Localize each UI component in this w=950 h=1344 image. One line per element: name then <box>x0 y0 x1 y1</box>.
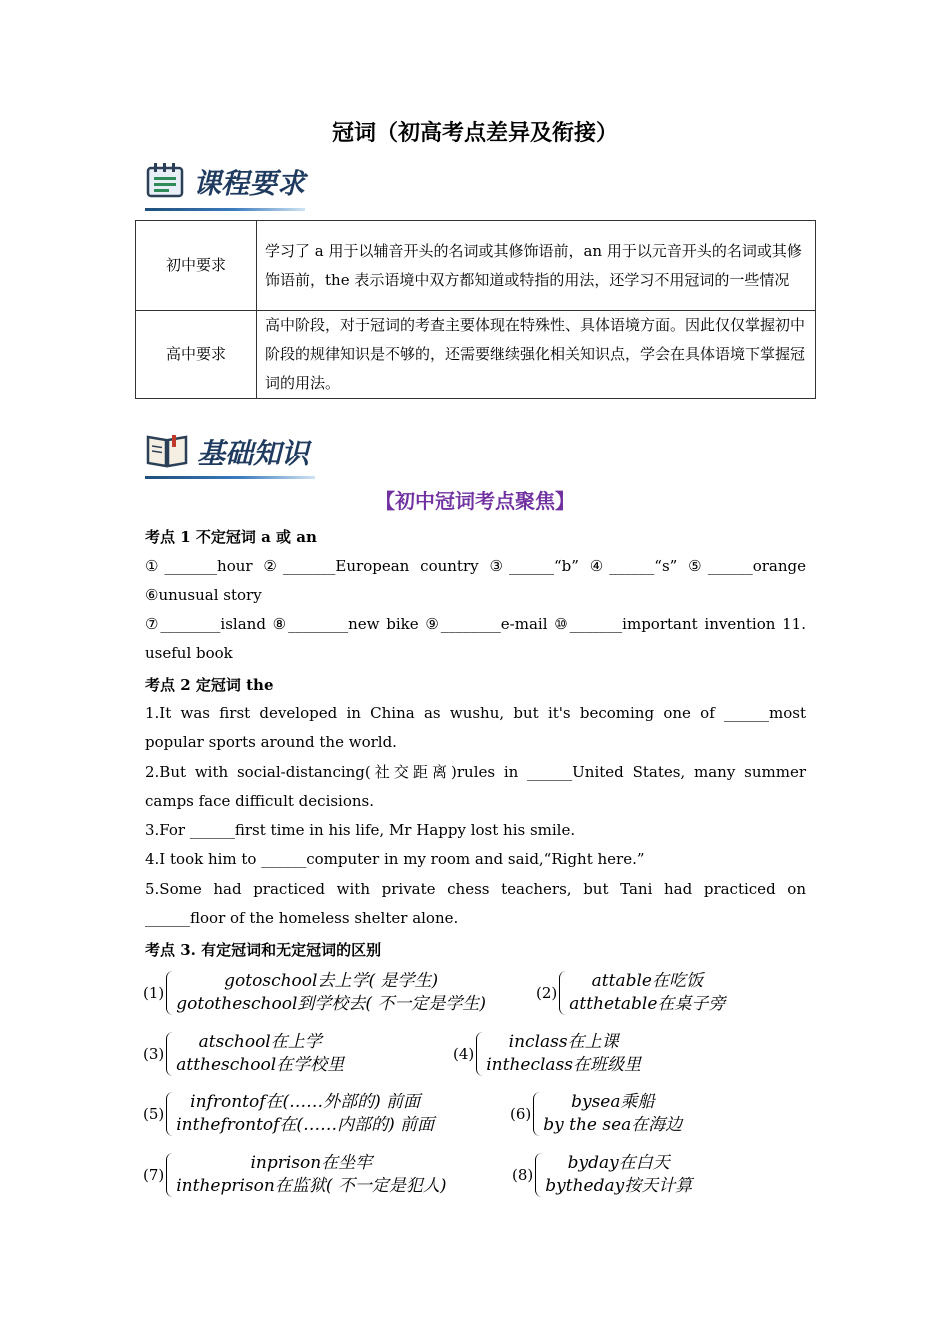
brace <box>166 1032 173 1076</box>
pair-line-a: gotoschool去上学( 是学生) <box>224 971 439 991</box>
brace <box>476 1032 483 1076</box>
point2-item: 3.For ______first time in his life, Mr Happy lost his smile. <box>145 821 576 839</box>
pair-line-b: attheschool在学校里 <box>176 1055 345 1075</box>
table-row <box>136 221 816 311</box>
pair-number: (6) <box>510 1105 532 1123</box>
book-icon <box>145 432 189 472</box>
pair-line-a: byday在白天 <box>567 1153 670 1173</box>
row-label: 初中要求 <box>136 221 257 311</box>
pair-line-b: intheprison在监狱( 不一定是犯人) <box>176 1176 447 1196</box>
section-title-course: 课程要求 <box>193 167 306 200</box>
article-pair <box>143 1031 344 1077</box>
pair-line-a: infrontof在(……外部的) 前面 <box>190 1092 421 1112</box>
brace <box>166 1153 173 1197</box>
pair-number: (3) <box>143 1045 165 1063</box>
point2-heading: 考点 2 定冠词 the <box>145 676 274 694</box>
pair-line-b: gototheschool到学校去( 不一定是学生) <box>176 994 487 1014</box>
section-header-course <box>145 162 305 211</box>
brace <box>559 971 566 1015</box>
pair-line-b: bytheday按天计算 <box>545 1176 693 1196</box>
pair-number: (2) <box>536 984 558 1002</box>
pair-line-a: bysea乘船 <box>571 1092 655 1112</box>
article-pair <box>512 1152 692 1198</box>
brace <box>535 1153 542 1197</box>
pair-line-a: inclass在上课 <box>508 1032 619 1052</box>
brace <box>166 1092 173 1136</box>
pair-number: (4) <box>453 1045 475 1063</box>
point2-item: 1.It was first developed in China as wushu, but it's becoming one of ______most popular sports around the world. <box>145 704 806 751</box>
table-row <box>136 311 816 399</box>
point2-item: 2.But with social-distancing(社交距离)rules in ______United States, many summer camps face difficult decisions. <box>145 763 806 810</box>
point1-exercise-2: ⑦________island ⑧________new bike ⑨________e-mail ⑩_______important invention 11. useful book <box>145 615 806 662</box>
pair-line-b: atthetable在桌子旁 <box>569 994 726 1014</box>
point1-heading: 考点 1 不定冠词 a 或 an <box>145 528 317 546</box>
requirements-table <box>135 220 816 399</box>
article-pair <box>510 1091 682 1137</box>
row-text: 高中阶段，对于冠词的考查主要体现在特殊性、具体语境方面。因此仅仅掌握初中阶段的规律知识是不够的，还需要继续强化相关知识点，学会在具体语境下掌握冠词的用法。 <box>257 311 816 399</box>
pair-number: (7) <box>143 1166 165 1184</box>
pair-line-a: attable在吃饭 <box>591 971 703 991</box>
page-title: 冠词（初高考点差异及衔接） <box>331 120 618 146</box>
point2-item: 4.I took him to ______computer in my room and said,“Right here.” <box>145 850 645 868</box>
pair-number: (8) <box>512 1166 534 1184</box>
pair-line-a: inprison在坐牢 <box>250 1153 373 1173</box>
section-header-basics <box>145 432 315 479</box>
brace <box>533 1092 540 1136</box>
pair-line-a: atschool在上学 <box>198 1032 322 1052</box>
pair-number: (1) <box>143 984 165 1002</box>
row-label: 高中要求 <box>136 311 257 399</box>
pair-line-b: intheclass在班级里 <box>486 1055 642 1075</box>
point1-exercise: ①_______hour ②_______European country ③______“b” ④______“s” ⑤______orange ⑥unusual story <box>145 557 806 604</box>
focus-title: 【初中冠词考点聚焦】 <box>375 489 575 513</box>
point3-heading: 考点 3. 有定冠词和无定冠词的区别 <box>145 941 382 959</box>
row-text: 学习了 a 用于以辅音开头的名词或其修饰语前，an 用于以元音开头的名词或其修饰语前，the 表示语境中双方都知道或特指的用法，还学习不用冠词的一些情况 <box>257 221 816 311</box>
article-pair <box>143 1152 447 1198</box>
article-pair <box>536 970 725 1016</box>
article-pair <box>143 1091 434 1137</box>
section-title-basics: 基础知识 <box>197 437 310 470</box>
point2-item: 5.Some had practiced with private chess teachers, but Tani had practiced on ______floor of the homeless shelter alone. <box>145 880 806 927</box>
notepad-icon <box>145 162 185 202</box>
pair-line-b: inthefrontof在(……内部的) 前面 <box>176 1115 435 1135</box>
pair-number: (5) <box>143 1105 165 1123</box>
article-pair <box>143 970 486 1016</box>
article-pair <box>453 1031 641 1077</box>
pair-line-b: by the sea在海边 <box>543 1115 683 1135</box>
brace <box>166 971 173 1015</box>
